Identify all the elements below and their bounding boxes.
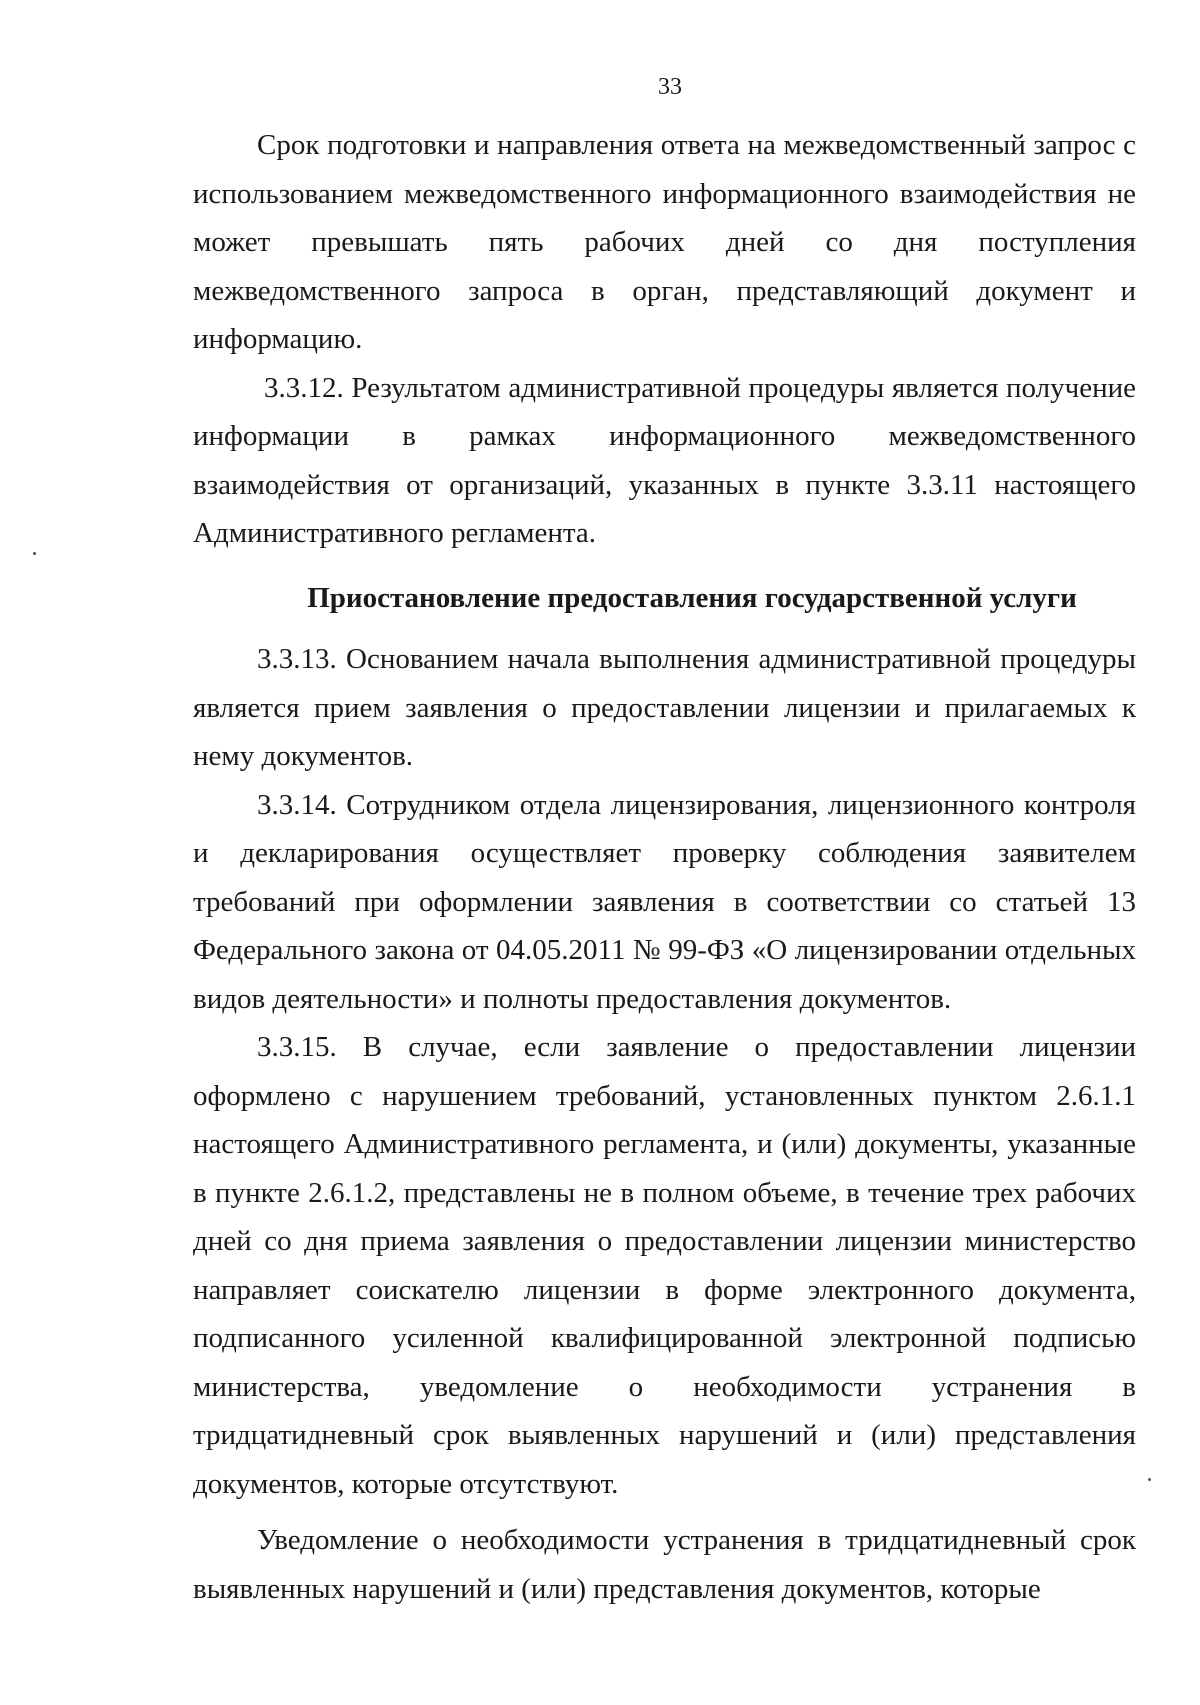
paragraph-notification: Уведомление о необходимости устранения в тридцатидневный срок выявленных нарушений и (или) представления документов, которые [193, 1524, 1136, 1605]
paragraph-3-3-14: 3.3.14. Сотрудником отдела лицензирования, лицензионного контроля и декларирования осуществляет проверку соблюдения заявителем требований при оформлении заявления в соответствии со статьей 13 Федерального закона от 04.05.2011 № 99-ФЗ «О лицензировании отдельных видов деятельности» и полноты предоставления документов. [193, 788, 1136, 1015]
paragraph-interagency-response-deadline: Срок подготовки и направления ответа на межведомственный запрос с использованием межведомственного информационного взаимодействия не может превышать пять рабочих дней со дня поступления межведомственного запроса в орган, представляющий документ и информацию. [193, 129, 1136, 355]
paragraph-3-3-12: 3.3.12. Результатом административной процедуры является получение информации в рамках информационного межведомственного взаимодействия от организаций, указанных в пункте 3.3.11 настоящего Административного регламента. [193, 371, 1136, 549]
page-number: 33 [658, 74, 682, 100]
scan-speck [33, 552, 36, 555]
section-heading: Приостановление предоставления государственной услуги [307, 581, 1077, 614]
scan-speck [1148, 1478, 1151, 1481]
document-body [193, 121, 1136, 1613]
paragraph-3-3-15: 3.3.15. В случае, если заявление о предоставлении лицензии оформлено с нарушением требований, установленных пунктом 2.6.1.1 настоящего Административного регламента, и (или) документы, указанные в пункте 2.6.1.2, представлены не в полном объеме, в течение трех рабочих дней со дня приема заявления о предоставлении лицензии министерство направляет соискателю лицензии в форме электронного документа, подписанного усиленной квалифицированной электронной подписью министерства, уведомление о необходимости устранения в тридцатидневный срок выявленных нарушений и (или) представления документов, которые отсутствуют. [193, 1031, 1136, 1500]
paragraph-3-3-13: 3.3.13. Основанием начала выполнения административной процедуры является прием заявления о предоставлении лицензии и прилагаемых к нему документов. [193, 643, 1136, 772]
